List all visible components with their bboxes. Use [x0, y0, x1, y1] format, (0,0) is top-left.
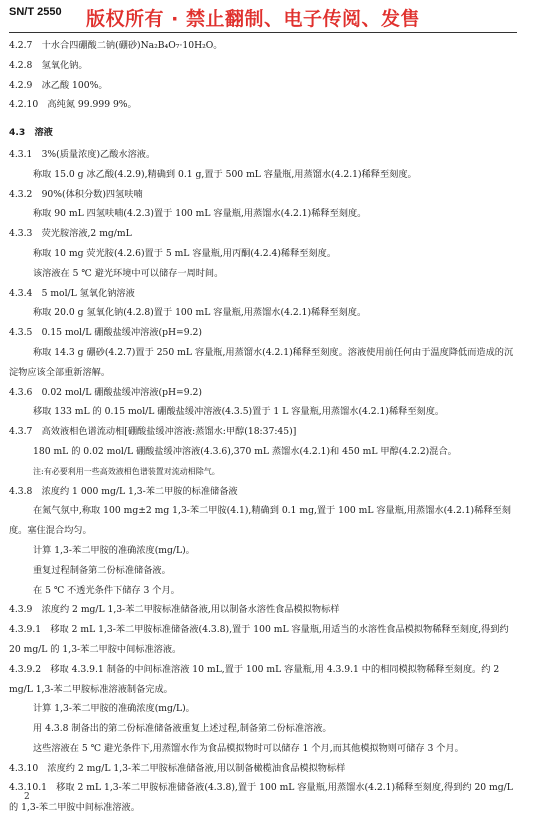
- paragraph: 在氮气氛中,称取 100 mg±2 mg 1,3-苯二甲胺(4.1),精确到 0.1 mg,置于 100 mL 容量瓶,用蒸馏水(4.2.1)稀释至刻度。塞住混合均匀。: [9, 505, 511, 537]
- standard-code: SN/T 2550: [9, 6, 62, 18]
- clause-paragraph: 4.3.10.1 移取 2 mL 1,3-苯二甲胺标准储备液(4.3.8),置于 100 mL 容量瓶,用蒸馏水(4.2.1)稀释至刻度,得到约 20 mg/L 的 1,3-苯二甲胺中间标准溶液。: [9, 782, 513, 814]
- paragraph: 这些溶液在 5 ℃ 避光条件下,用蒸馏水作为食品模拟物时可以储存 1 个月,而其他模拟物则可储存 3 个月。: [33, 742, 464, 754]
- clause-heading: 4.3.4 5 mol/L 氢氧化钠溶液: [9, 287, 135, 299]
- page-header: [9, 6, 62, 28]
- paragraph-line: 用 4.3.8 制备出的第二份标准储备液重复上述过程,制备第二份标准溶液。: [33, 723, 332, 735]
- paragraph-line: 称取 10 mg 荧光胺(4.2.6)置于 5 mL 容量瓶,用丙酮(4.2.4)稀释至刻度。: [33, 247, 337, 259]
- paragraph-line: 重复过程制备第二份标准储备液。: [33, 564, 171, 576]
- paragraph-line: 计算 1,3-苯二甲胺的准确浓度(mg/L)。: [33, 544, 195, 556]
- clause-heading: 4.3.6 0.02 mol/L 硼酸盐缓冲溶液(pH=9.2): [9, 386, 202, 398]
- clause-heading: 4.3.2 90%(体积分数)四氢呋喃: [9, 188, 143, 200]
- note-line: 注:有必要利用一些高效液相色谱装置对流动相除气。: [33, 466, 220, 476]
- clause-heading: 4.3.7 高效液相色谱流动相[硼酸盐缓冲溶液:蒸馏水:甲醇(18:37:45)]: [9, 426, 297, 438]
- page-number: 2: [24, 792, 30, 802]
- clause-heading: 4.2.7 十水合四硼酸二钠(硼砂)Na₂B₄O₇·10H₂O。: [9, 40, 223, 51]
- paragraph-line: 称取 20.0 g 氢氧化钠(4.2.8)置于 100 mL 容量瓶,用蒸馏水(4.2.1)稀释至刻度。: [33, 307, 367, 319]
- clause-heading: 4.3.8 浓度约 1 000 mg/L 1,3-苯二甲胺的标准储备液: [9, 485, 238, 497]
- clause-heading: 4.3.5 0.15 mol/L 硼酸盐缓冲溶液(pH=9.2): [9, 327, 202, 339]
- section-heading: 4.3 溶液: [9, 127, 53, 139]
- clause-heading: 4.3.3 荧光胺溶液,2 mg/mL: [9, 228, 132, 240]
- paragraph-line: 计算 1,3-苯二甲胺的准确浓度(mg/L)。: [33, 703, 195, 715]
- clause-heading: 4.3.10 浓度约 2 mg/L 1,3-苯二甲胺标准储备液,用以制备橄榄油食品模拟物标样: [9, 762, 346, 774]
- paragraph-line: 称取 15.0 g 冰乙酸(4.2.9),精确到 0.1 g,置于 500 mL 容量瓶,用蒸馏水(4.2.1)稀释至刻度。: [33, 168, 417, 180]
- paragraph: 180 mL 的 0.02 mol/L 硼酸盐缓冲溶液(4.3.6),370 mL 蒸馏水(4.2.1)和 450 mL 甲醇(4.2.2)混合。: [33, 445, 457, 457]
- watermark: 版权所有 · 禁止翻制、电子传阅、发售: [86, 8, 420, 30]
- paragraph: 称取 14.3 g 硼砂(4.2.7)置于 250 mL 容量瓶,用蒸馏水(4.2.1)稀释至刻度。溶液使用前任何由于温度降低而造成的沉淀物应该全部重新溶解。: [9, 346, 514, 378]
- header-rule: [9, 32, 517, 33]
- paragraph-line: 在 5 ℃ 不透光条件下储存 3 个月。: [33, 584, 180, 596]
- clause-paragraph: 4.3.9.1 移取 2 mL 1,3-苯二甲胺标准储备液(4.3.8),置于 100 mL 容量瓶,用适当的水溶性食品模拟物稀释至刻度,得到约 20 mg/L 的 1,3-苯二甲胺中间标准溶液。: [9, 624, 509, 655]
- clause-paragraph: 4.3.9.2 移取 4.3.9.1 制备的中间标准溶液 10 mL,置于 100 mL 容量瓶,用 4.3.9.1 中的相同模拟物稀释至刻度。约 2 mg/L 1,3-苯二甲胺标准溶液制备完成。: [9, 663, 500, 695]
- paragraph: 移取 133 mL 的 0.15 mol/L 硼酸盐缓冲溶液(4.3.5)置于 1 L 容量瓶,用蒸馏水(4.2.1)稀释至刻度。: [33, 406, 445, 418]
- clause-heading: 4.2.10 高纯氮 99.999 9%。: [9, 99, 137, 111]
- paragraph-line: 称取 90 mL 四氢呋喃(4.2.3)置于 100 mL 容量瓶,用蒸馏水(4.2.1)稀释至刻度。: [33, 208, 367, 220]
- clause-heading: 4.3.1 3%(质量浓度)乙酸水溶液。: [9, 148, 156, 160]
- clause-heading: 4.3.9 浓度约 2 mg/L 1,3-苯二甲胺标准储备液,用以制备水溶性食品模拟物标样: [9, 604, 340, 616]
- paragraph-line: 该溶液在 5 ℃ 避光环境中可以储存一周时间。: [33, 267, 224, 279]
- clause-heading: 4.2.9 冰乙酸 100%。: [9, 79, 108, 91]
- document-body: [9, 36, 519, 818]
- clause-heading: 4.2.8 氢氧化钠。: [9, 59, 88, 71]
